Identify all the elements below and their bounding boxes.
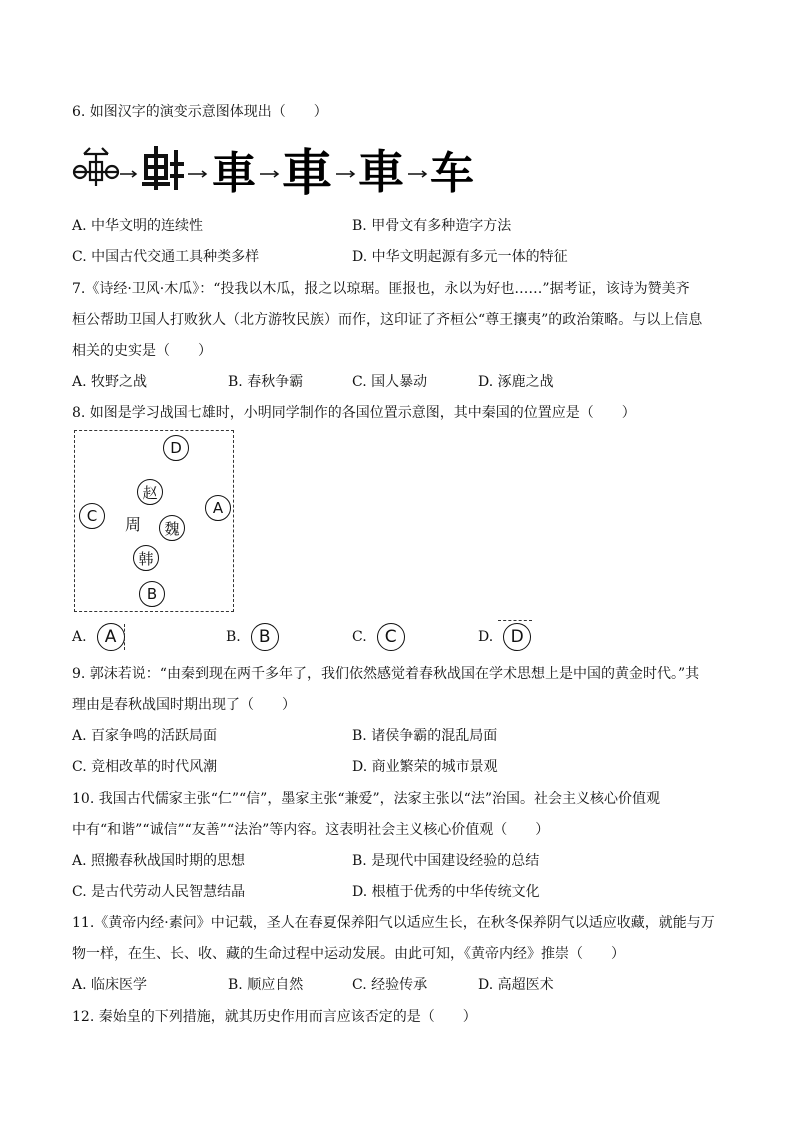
map-circle-han: 韩	[133, 545, 159, 571]
dash-fragment-a	[124, 624, 125, 650]
oracle-bone-glyph	[74, 148, 118, 186]
map-circle-wei: 魏	[159, 515, 185, 541]
q10-option-a[interactable]: A. 照搬春秋战国时期的思想	[72, 853, 246, 869]
q6-option-c[interactable]: C. 中国古代交通工具种类多样	[72, 249, 260, 265]
q9-option-d[interactable]: D. 商业繁荣的城市景观	[352, 759, 498, 775]
bronze-script-glyph	[142, 146, 184, 190]
arrow-4	[336, 171, 354, 177]
q8-option-b[interactable]	[226, 622, 279, 652]
map-circle-b: B	[139, 581, 165, 607]
map-circle-a: A	[205, 495, 231, 521]
q8-option-d-circle: D	[503, 623, 531, 651]
q8-option-d[interactable]	[478, 622, 531, 652]
q10-stem-line-2: 中有“和谐”“诚信”“友善”“法治”等内容。这表明社会主义核心价值观（ ）	[72, 822, 550, 838]
states-position-map	[74, 430, 234, 612]
q7-stem-line-2: 桓公帮助卫国人打败狄人（北方游牧民族）而作，这印证了齐桓公“尊王攘夷”的政治策略。与以上信息	[72, 312, 703, 328]
simplified-glyph: 车	[430, 148, 474, 196]
q8-option-d-label: D.	[478, 629, 494, 645]
q8-option-b-circle: B	[251, 623, 279, 651]
q10-stem-line-1: 10. 我国古代儒家主张“仁”“信”，墨家主张“兼爱”，法家主张以“法”治国。社会主义核心价值观	[72, 791, 660, 807]
map-circle-zhao: 赵	[137, 479, 163, 505]
q8-option-c-label: C.	[352, 629, 367, 645]
q6-option-b[interactable]: B. 甲骨文有多种造字方法	[352, 218, 512, 234]
q9-option-a[interactable]: A. 百家争鸣的活跃局面	[72, 728, 218, 744]
q10-option-c[interactable]: C. 是古代劳动人民智慧结晶	[72, 884, 246, 900]
q8-stem: 8. 如图是学习战国七雄时，小明同学制作的各国位置示意图，其中秦国的位置应是（ ）	[72, 405, 636, 421]
regular-glyph: 車	[358, 145, 404, 196]
q8-option-b-label: B.	[226, 629, 241, 645]
q8-option-a-label: A.	[72, 629, 87, 645]
q10-option-d[interactable]: D. 根植于优秀的中华传统文化	[352, 884, 540, 900]
q9-option-b[interactable]: B. 诸侯争霸的混乱局面	[352, 728, 498, 744]
character-evolution-figure	[70, 140, 490, 196]
seal-glyph: 車	[212, 148, 256, 196]
q8-option-c-circle: C	[377, 623, 405, 651]
q7-stem-line-3: 相关的史实是（ ）	[72, 343, 212, 359]
q6-option-a[interactable]: A. 中华文明的连续性	[72, 218, 204, 234]
q7-option-b[interactable]: B. 春秋争霸	[228, 374, 304, 390]
q9-stem-line-2: 理由是春秋战国时期出现了（ ）	[72, 697, 296, 713]
arrow-1	[120, 171, 136, 177]
q7-option-a[interactable]: A. 牧野之战	[72, 374, 148, 390]
q11-stem-line-1: 11.《黄帝内经·素问》中记载，圣人在春夏保养阳气以适应生长，在秋冬保养阴气以适应收藏，就能与万	[72, 915, 715, 931]
q7-option-d[interactable]: D. 涿鹿之战	[478, 374, 554, 390]
q11-stem-line-2: 物一样，在生、长、收、藏的生命过程中运动发展。由此可知，《黄帝内经》推崇（ ）	[72, 946, 625, 962]
dash-fragment-d	[498, 620, 532, 621]
arrow-3	[260, 171, 278, 177]
q8-option-a[interactable]	[72, 622, 125, 652]
map-circle-c: C	[79, 503, 105, 529]
q6-option-d[interactable]: D. 中华文明起源有多元一体的特征	[352, 249, 568, 265]
q7-option-c[interactable]: C. 国人暴动	[352, 374, 428, 390]
q9-option-c[interactable]: C. 竞相改革的时代风潮	[72, 759, 218, 775]
q11-option-b[interactable]: B. 顺应自然	[228, 977, 304, 993]
q12-stem: 12. 秦始皇的下列措施，就其历史作用而言应该否定的是（ ）	[72, 1009, 477, 1025]
q10-option-b[interactable]: B. 是现代中国建设经验的总结	[352, 853, 540, 869]
arrow-5	[408, 171, 426, 177]
q11-option-a[interactable]: A. 临床医学	[72, 977, 148, 993]
q6-stem: 6. 如图汉字的演变示意图体现出（ ）	[72, 104, 328, 120]
q7-stem-line-1: 7.《诗经·卫风·木瓜》：“投我以木瓜，报之以琼琚。匪报也，永以为好也……”据考证，该诗为赞美齐	[72, 281, 690, 297]
q9-stem-line-1: 9. 郭沫若说：“由秦到现在两千多年了，我们依然感觉着春秋战国在学术思想上是中国的黄金时代。”其	[72, 666, 700, 682]
map-label-zhou: 周	[125, 515, 142, 534]
q11-option-d[interactable]: D. 高超医术	[478, 977, 554, 993]
q8-option-c[interactable]	[352, 622, 405, 652]
map-circle-d: D	[163, 435, 189, 461]
q8-option-a-circle: A	[97, 623, 125, 651]
character-evolution-svg	[70, 140, 490, 196]
q11-option-c[interactable]: C. 经验传承	[352, 977, 428, 993]
clerical-glyph: 車	[282, 144, 332, 196]
arrow-2	[188, 171, 206, 177]
